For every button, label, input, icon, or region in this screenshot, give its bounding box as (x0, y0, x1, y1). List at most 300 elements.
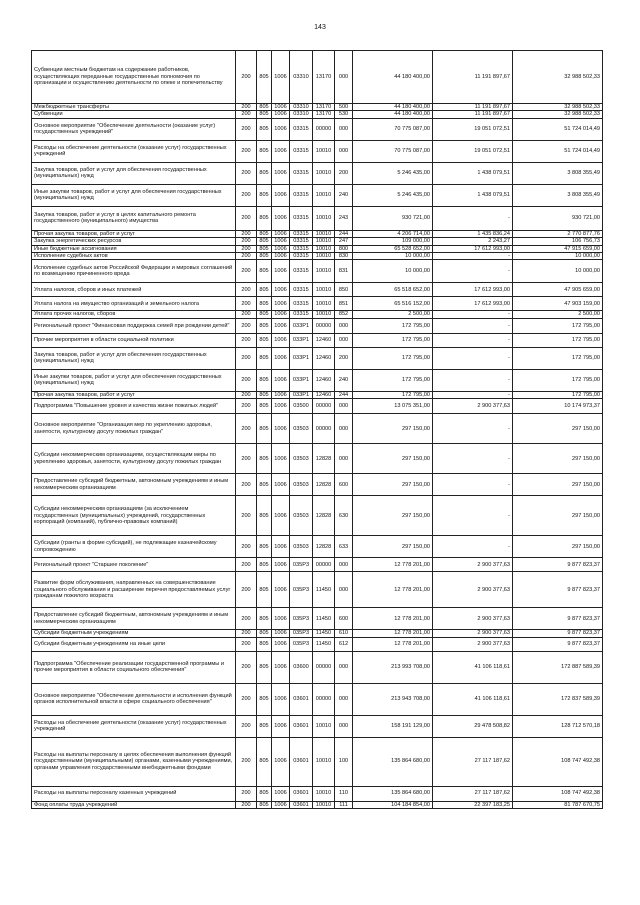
value-approved: 135 864 680,00 (353, 737, 433, 786)
value-approved: 70 775 087,00 (353, 140, 433, 162)
value-executed: 1 435 836,24 (433, 230, 513, 237)
code-program: 033P1 (290, 333, 313, 347)
expense-name: Подпрограмма "Повышение уровня и качества жизни пожилых людей" (32, 399, 236, 414)
value-executed: - (433, 347, 513, 369)
expense-name: Уплата налогов, сборов и иных платежей (32, 283, 236, 297)
value-remaining: 2 500,00 (513, 311, 603, 318)
expense-name: Предоставление субсидий бюджетным, автономным учреждениям и иным некоммерческим организациям (32, 474, 236, 496)
table-row (32, 399, 603, 414)
value-executed: 17 612 993,00 (433, 283, 513, 297)
value-approved: 297 150,00 (353, 496, 433, 536)
expense-name: Иные бюджетные ассигнования (32, 245, 236, 252)
code-section: 1006 (272, 683, 290, 715)
value-approved: 172 795,00 (353, 369, 433, 391)
code-direction: 12460 (313, 391, 335, 398)
value-executed: 19 051 072,51 (433, 118, 513, 140)
code-grbs: 805 (257, 651, 272, 683)
code-direction: 10010 (313, 230, 335, 237)
value-executed: 41 106 118,61 (433, 683, 513, 715)
code-expense-type: 000 (335, 414, 353, 444)
value-remaining: 10 000,00 (513, 260, 603, 283)
code-direction: 11450 (313, 630, 335, 637)
code-expense-type: 830 (335, 253, 353, 260)
code-line: 200 (236, 253, 257, 260)
code-expense-type: 244 (335, 391, 353, 398)
value-remaining: 47 915 659,00 (513, 245, 603, 252)
value-remaining: 2 770 877,76 (513, 230, 603, 237)
expense-name: Расходы на выплаты персоналу в целях обеспечения выполнения функций государственными (муниципальными) органами, казенными учреждениями, органами управления государственными внебюджетными фондами (32, 737, 236, 786)
table-row (32, 230, 603, 237)
table-row (32, 347, 603, 369)
table-row (32, 311, 603, 318)
code-direction: 11450 (313, 608, 335, 630)
expense-name: Основное мероприятие "Обеспечение деятельности и исполнения функций органов исполнительной власти в сфере социального обеспечения" (32, 683, 236, 715)
table-row (32, 786, 603, 801)
value-executed: 29 478 508,82 (433, 715, 513, 737)
code-expense-type: 000 (335, 715, 353, 737)
value-remaining: 9 877 823,37 (513, 608, 603, 630)
table-row (32, 283, 603, 297)
code-line: 200 (236, 737, 257, 786)
expense-name: Субсидии бюджетным учреждениям на иные цели (32, 637, 236, 651)
code-grbs: 805 (257, 637, 272, 651)
code-section: 1006 (272, 184, 290, 206)
code-section: 1006 (272, 230, 290, 237)
code-line: 200 (236, 230, 257, 237)
value-approved: 135 864 680,00 (353, 786, 433, 801)
code-line: 200 (236, 51, 257, 104)
value-executed: - (433, 414, 513, 444)
expense-name: Расходы на выплаты персоналу казенных учреждений (32, 786, 236, 801)
code-expense-type: 111 (335, 801, 353, 808)
code-expense-type: 530 (335, 111, 353, 118)
page-number: 143 (314, 24, 326, 31)
value-executed: 2 900 377,63 (433, 637, 513, 651)
code-section: 1006 (272, 637, 290, 651)
value-remaining: 10 000,00 (513, 253, 603, 260)
value-remaining: 3 808 355,49 (513, 184, 603, 206)
value-executed: 27 117 187,62 (433, 737, 513, 786)
code-grbs: 805 (257, 737, 272, 786)
value-remaining: 172 795,00 (513, 318, 603, 333)
code-grbs: 805 (257, 111, 272, 118)
table-row (32, 801, 603, 808)
value-executed: - (433, 253, 513, 260)
code-expense-type: 000 (335, 318, 353, 333)
code-expense-type: 200 (335, 162, 353, 184)
value-approved: 70 775 087,00 (353, 118, 433, 140)
expense-name: Основное мероприятие "Обеспечение деятельности (оказание услуг) государственных учреждений" (32, 118, 236, 140)
code-program: 035P3 (290, 608, 313, 630)
value-executed: 11 191 897,67 (433, 51, 513, 104)
code-expense-type: 240 (335, 369, 353, 391)
code-line: 200 (236, 206, 257, 230)
value-executed: - (433, 311, 513, 318)
value-remaining: 3 808 355,49 (513, 162, 603, 184)
table-row (32, 414, 603, 444)
code-expense-type: 610 (335, 630, 353, 637)
value-remaining: 172 887 589,39 (513, 651, 603, 683)
code-direction: 00000 (313, 414, 335, 444)
value-approved: 65 516 152,00 (353, 297, 433, 311)
code-program: 03503 (290, 444, 313, 474)
code-direction: 00000 (313, 399, 335, 414)
value-remaining: 172 795,00 (513, 391, 603, 398)
value-remaining: 9 877 823,37 (513, 558, 603, 572)
code-program: 03503 (290, 414, 313, 444)
code-program: 03315 (290, 118, 313, 140)
table-row (32, 333, 603, 347)
code-section: 1006 (272, 311, 290, 318)
code-line: 200 (236, 184, 257, 206)
value-executed: 2 900 377,63 (433, 630, 513, 637)
value-executed: 2 900 377,63 (433, 399, 513, 414)
code-section: 1006 (272, 496, 290, 536)
code-program: 03601 (290, 801, 313, 808)
expense-name: Региональный проект "Старшее поколение" (32, 558, 236, 572)
code-grbs: 805 (257, 572, 272, 608)
code-line: 200 (236, 333, 257, 347)
code-section: 1006 (272, 238, 290, 245)
code-direction: 10010 (313, 283, 335, 297)
value-remaining: 51 724 014,49 (513, 140, 603, 162)
value-approved: 172 795,00 (353, 347, 433, 369)
code-line: 200 (236, 347, 257, 369)
value-remaining: 297 150,00 (513, 496, 603, 536)
code-program: 03315 (290, 245, 313, 252)
value-approved: 158 191 129,00 (353, 715, 433, 737)
value-executed: 19 051 072,51 (433, 140, 513, 162)
code-line: 200 (236, 318, 257, 333)
code-section: 1006 (272, 444, 290, 474)
value-executed: 17 612 993,00 (433, 297, 513, 311)
value-approved: 65 518 652,00 (353, 283, 433, 297)
expense-name: Развитие форм обслуживания, направленных на совершенствование социального обслуживания и расширение перечня предоставляемых услуг гражданам пожилого возраста (32, 572, 236, 608)
value-approved: 5 246 435,00 (353, 184, 433, 206)
code-grbs: 805 (257, 238, 272, 245)
code-expense-type: 100 (335, 737, 353, 786)
code-grbs: 805 (257, 253, 272, 260)
expense-name: Иные закупки товаров, работ и услуг для обеспечения государственных (муниципальных) нужд (32, 369, 236, 391)
code-program: 03315 (290, 162, 313, 184)
expense-name: Закупка энергетических ресурсов (32, 238, 236, 245)
code-grbs: 805 (257, 536, 272, 558)
expense-name: Субвенции местным бюджетам на содержание работников, осуществляющих переданные государственные полномочия по организации и осуществлению деятельности по опеке и попечительству (32, 51, 236, 104)
expense-name: Субсидии (гранты в форме субсидий), не подлежащие казначейскому сопровождению (32, 536, 236, 558)
code-direction: 00000 (313, 683, 335, 715)
value-remaining: 297 150,00 (513, 474, 603, 496)
code-direction: 13170 (313, 104, 335, 111)
code-line: 200 (236, 715, 257, 737)
value-approved: 930 721,00 (353, 206, 433, 230)
value-executed: - (433, 391, 513, 398)
expense-name: Межбюджетные трансферты (32, 104, 236, 111)
code-expense-type: 850 (335, 283, 353, 297)
code-line: 200 (236, 369, 257, 391)
code-program: 03503 (290, 474, 313, 496)
expense-name: Прочие мероприятия в области социальной политики (32, 333, 236, 347)
code-grbs: 805 (257, 230, 272, 237)
expense-name: Закупка товаров, работ и услуг для обеспечения государственных (муниципальных) нужд (32, 162, 236, 184)
value-executed: 1 438 079,51 (433, 184, 513, 206)
code-direction: 12828 (313, 496, 335, 536)
code-line: 200 (236, 637, 257, 651)
value-approved: 213 993 708,00 (353, 651, 433, 683)
code-grbs: 805 (257, 318, 272, 333)
code-section: 1006 (272, 651, 290, 683)
code-line: 200 (236, 474, 257, 496)
code-expense-type: 000 (335, 140, 353, 162)
table-row (32, 536, 603, 558)
code-grbs: 805 (257, 399, 272, 414)
value-remaining: 172 837 589,39 (513, 683, 603, 715)
value-executed: - (433, 260, 513, 283)
value-approved: 297 150,00 (353, 536, 433, 558)
code-program: 033P1 (290, 318, 313, 333)
value-approved: 12 778 201,00 (353, 572, 433, 608)
table-row (32, 206, 603, 230)
value-approved: 172 795,00 (353, 333, 433, 347)
code-line: 200 (236, 558, 257, 572)
table-row (32, 238, 603, 245)
code-line: 200 (236, 162, 257, 184)
value-executed: 41 106 118,61 (433, 651, 513, 683)
code-program: 033P1 (290, 391, 313, 398)
value-remaining: 81 787 670,75 (513, 801, 603, 808)
code-direction: 10010 (313, 297, 335, 311)
code-grbs: 805 (257, 311, 272, 318)
code-section: 1006 (272, 104, 290, 111)
code-expense-type: 000 (335, 683, 353, 715)
code-section: 1006 (272, 318, 290, 333)
table-row (32, 140, 603, 162)
expense-name: Основное мероприятие "Организация мер по укреплению здоровья, занятости, культурному досугу пожилых граждан" (32, 414, 236, 444)
value-approved: 5 246 435,00 (353, 162, 433, 184)
expense-name: Иные закупки товаров, работ и услуг для обеспечения государственных (муниципальных) нужд (32, 184, 236, 206)
code-expense-type: 000 (335, 333, 353, 347)
expense-name: Исполнение судебных актов (32, 253, 236, 260)
code-section: 1006 (272, 206, 290, 230)
code-expense-type: 243 (335, 206, 353, 230)
table-row (32, 369, 603, 391)
value-approved: 10 000,00 (353, 253, 433, 260)
expense-name: Уплата прочих налогов, сборов (32, 311, 236, 318)
value-executed: 17 612 993,00 (433, 245, 513, 252)
code-section: 1006 (272, 118, 290, 140)
expense-name: Подпрограмма "Обеспечение реализации государственной программы и прочие мероприятия в области социального обеспечения" (32, 651, 236, 683)
code-line: 200 (236, 238, 257, 245)
value-remaining: 297 150,00 (513, 444, 603, 474)
value-executed: 1 438 079,51 (433, 162, 513, 184)
code-grbs: 805 (257, 444, 272, 474)
code-expense-type: 630 (335, 496, 353, 536)
code-expense-type: 247 (335, 238, 353, 245)
code-grbs: 805 (257, 140, 272, 162)
value-approved: 10 000,00 (353, 260, 433, 283)
value-approved: 12 778 201,00 (353, 630, 433, 637)
value-remaining: 172 795,00 (513, 347, 603, 369)
code-program: 03315 (290, 260, 313, 283)
table-row (32, 637, 603, 651)
table-row (32, 651, 603, 683)
table-row (32, 104, 603, 111)
table-row (32, 260, 603, 283)
code-grbs: 805 (257, 496, 272, 536)
table-row (32, 118, 603, 140)
code-direction: 12828 (313, 444, 335, 474)
code-expense-type: 110 (335, 786, 353, 801)
code-grbs: 805 (257, 283, 272, 297)
code-section: 1006 (272, 737, 290, 786)
table-row (32, 297, 603, 311)
code-line: 200 (236, 283, 257, 297)
code-direction: 10010 (313, 206, 335, 230)
table-row (32, 391, 603, 398)
code-expense-type: 831 (335, 260, 353, 283)
code-grbs: 805 (257, 630, 272, 637)
code-section: 1006 (272, 369, 290, 391)
value-remaining: 930 721,00 (513, 206, 603, 230)
code-program: 03315 (290, 297, 313, 311)
code-line: 200 (236, 786, 257, 801)
value-approved: 13 075 351,00 (353, 399, 433, 414)
value-approved: 2 500,00 (353, 311, 433, 318)
code-grbs: 805 (257, 162, 272, 184)
value-executed: - (433, 496, 513, 536)
value-executed: 22 397 183,25 (433, 801, 513, 808)
value-executed: - (433, 369, 513, 391)
value-remaining: 172 795,00 (513, 369, 603, 391)
code-program: 03315 (290, 184, 313, 206)
expense-name: Прочая закупка товаров, работ и услуг (32, 391, 236, 398)
expense-name: Уплата налога на имущество организаций и земельного налога (32, 297, 236, 311)
value-executed: - (433, 444, 513, 474)
code-expense-type: 000 (335, 51, 353, 104)
code-direction: 12460 (313, 333, 335, 347)
value-remaining: 9 877 823,37 (513, 637, 603, 651)
code-grbs: 805 (257, 715, 272, 737)
code-direction: 00000 (313, 118, 335, 140)
code-line: 200 (236, 608, 257, 630)
expense-name: Прочая закупка товаров, работ и услуг (32, 230, 236, 237)
code-direction: 10010 (313, 311, 335, 318)
code-expense-type: 000 (335, 444, 353, 474)
value-approved: 4 206 714,00 (353, 230, 433, 237)
value-approved: 12 778 201,00 (353, 558, 433, 572)
code-direction: 00000 (313, 651, 335, 683)
value-executed: - (433, 318, 513, 333)
value-remaining: 106 756,73 (513, 238, 603, 245)
code-line: 200 (236, 297, 257, 311)
value-approved: 109 000,00 (353, 238, 433, 245)
expense-name: Закупка товаров, работ и услуг для обеспечения государственных (муниципальных) нужд (32, 347, 236, 369)
code-line: 200 (236, 311, 257, 318)
value-approved: 213 943 708,00 (353, 683, 433, 715)
code-program: 03315 (290, 283, 313, 297)
budget-table (31, 50, 603, 809)
value-approved: 44 180 400,00 (353, 51, 433, 104)
code-direction: 12828 (313, 536, 335, 558)
value-approved: 104 184 854,00 (353, 801, 433, 808)
value-approved: 12 778 201,00 (353, 608, 433, 630)
expense-name: Расходы на обеспечение деятельности (оказание услуг) государственных учреждений (32, 715, 236, 737)
table-row (32, 162, 603, 184)
code-program: 03310 (290, 51, 313, 104)
value-executed: - (433, 536, 513, 558)
expense-name: Закупка товаров, работ и услуг в целях капитального ремонта государственного (муниципального) имущества (32, 206, 236, 230)
code-section: 1006 (272, 140, 290, 162)
value-executed: 2 900 377,63 (433, 608, 513, 630)
code-line: 200 (236, 260, 257, 283)
code-program: 03503 (290, 536, 313, 558)
value-approved: 297 150,00 (353, 474, 433, 496)
code-direction: 00000 (313, 558, 335, 572)
code-section: 1006 (272, 630, 290, 637)
value-executed: 27 117 187,62 (433, 786, 513, 801)
code-section: 1006 (272, 111, 290, 118)
code-grbs: 805 (257, 801, 272, 808)
code-program: 03315 (290, 311, 313, 318)
code-program: 03315 (290, 253, 313, 260)
code-grbs: 805 (257, 369, 272, 391)
code-expense-type: 633 (335, 536, 353, 558)
value-executed: 11 191 897,67 (433, 104, 513, 111)
table-row (32, 572, 603, 608)
code-grbs: 805 (257, 414, 272, 444)
code-program: 03600 (290, 651, 313, 683)
code-direction: 11450 (313, 637, 335, 651)
code-section: 1006 (272, 51, 290, 104)
expense-name: Субсидии бюджетным учреждениям (32, 630, 236, 637)
code-program: 03315 (290, 230, 313, 237)
code-grbs: 805 (257, 347, 272, 369)
code-line: 200 (236, 245, 257, 252)
code-direction: 11450 (313, 572, 335, 608)
code-section: 1006 (272, 572, 290, 608)
code-program: 035P3 (290, 572, 313, 608)
code-grbs: 805 (257, 786, 272, 801)
code-section: 1006 (272, 608, 290, 630)
value-executed: 2 900 377,63 (433, 572, 513, 608)
table-row (32, 51, 603, 104)
value-approved: 297 150,00 (353, 414, 433, 444)
table-row (32, 496, 603, 536)
code-expense-type: 852 (335, 311, 353, 318)
code-grbs: 805 (257, 51, 272, 104)
code-direction: 10010 (313, 737, 335, 786)
value-approved: 44 180 400,00 (353, 111, 433, 118)
value-remaining: 297 150,00 (513, 536, 603, 558)
code-section: 1006 (272, 347, 290, 369)
code-line: 200 (236, 118, 257, 140)
table-row (32, 715, 603, 737)
code-section: 1006 (272, 801, 290, 808)
code-direction: 10010 (313, 184, 335, 206)
code-program: 035P3 (290, 558, 313, 572)
code-line: 200 (236, 104, 257, 111)
value-executed: 2 900 377,63 (433, 558, 513, 572)
code-section: 1006 (272, 558, 290, 572)
code-section: 1006 (272, 474, 290, 496)
code-expense-type: 000 (335, 118, 353, 140)
code-direction: 12460 (313, 347, 335, 369)
expense-name: Субсидии некоммерческим организациям (за исключением государственных (муниципальных) учреждений, государственных корпораций (компаний), публично-правовых компаний) (32, 496, 236, 536)
code-section: 1006 (272, 786, 290, 801)
expense-name: Субвенции (32, 111, 236, 118)
expense-name: Субсидии некоммерческим организациям, осуществляющим меры по укреплению здоровья, занятости, культурному досугу пожилых граждан (32, 444, 236, 474)
table-row (32, 683, 603, 715)
code-direction: 10010 (313, 140, 335, 162)
